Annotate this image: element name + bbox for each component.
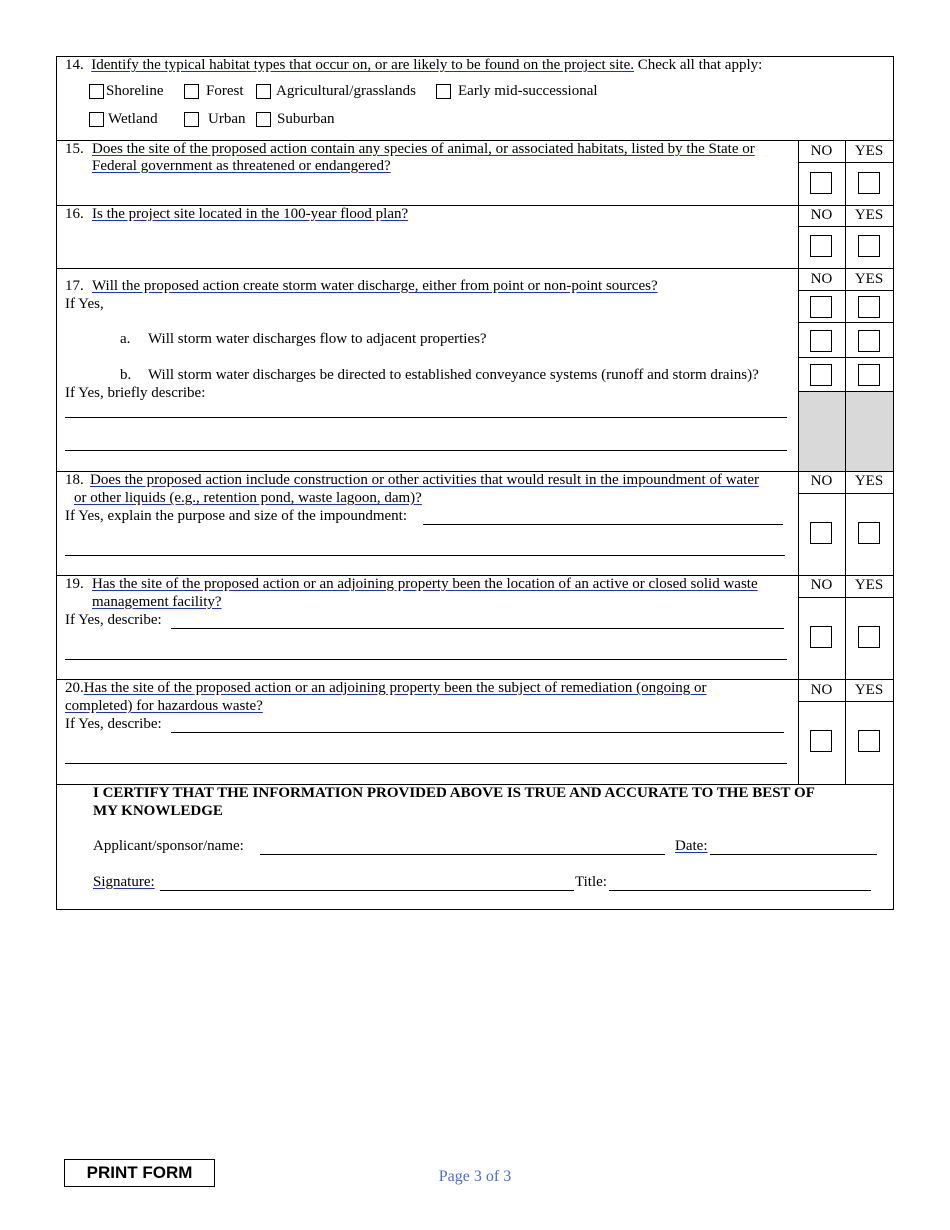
signature-label: Signature: [93,874,155,890]
q16-question: Is the project site located in the 100-year flood plan? [92,206,409,222]
q19-describe-line-1[interactable] [171,628,784,629]
q19-no-checkbox[interactable] [810,626,832,648]
q17-question: Will the proposed action create storm water discharge, either from point or non-point sources? [92,278,658,294]
option-label-urban: Urban [208,111,246,127]
checkbox-urban[interactable] [184,112,199,127]
q15-yes-header: YES [854,143,884,159]
option-label-shoreline: Shoreline [106,83,164,99]
q17a-text: Will storm water discharges flow to adjacent properties? [148,331,487,347]
checkbox-shoreline[interactable] [89,84,104,99]
q17b-text: Will storm water discharges be directed to established conveyance systems (runoff and storm drains)? [148,367,759,383]
q19-question-line1: Has the site of the proposed action or an adjoining property been the location of an active or closed solid waste [92,576,758,592]
q20-yes-checkbox[interactable] [858,730,880,752]
q15-question-line1: Does the site of the proposed action contain any species of animal, or associated habitats, listed by the State or [92,141,755,157]
q18-explain-label: If Yes, explain the purpose and size of the impoundment: [65,508,408,524]
q17b-yes-checkbox[interactable] [858,364,880,386]
checkbox-agricultural[interactable] [256,84,271,99]
q17a-no-checkbox[interactable] [810,330,832,352]
option-label-wetland: Wetland [108,111,158,127]
q19-no-header: NO [810,577,833,593]
q18-no-header: NO [810,473,833,489]
checkbox-suburban[interactable] [256,112,271,127]
option-label-suburban: Suburban [277,111,335,127]
q20-describe-label: If Yes, describe: [65,716,162,732]
q20-question-line2: completed) for hazardous waste? [65,698,263,714]
applicant-name-field[interactable] [260,854,665,855]
certify-statement-line1: I CERTIFY THAT THE INFORMATION PROVIDED ABOVE IS TRUE AND ACCURATE TO THE BEST OF [93,785,815,801]
q17-no-header: NO [810,271,833,287]
page-number: Page 3 of 3 [438,1168,512,1185]
q20-no-header: NO [810,682,833,698]
q18-question-line2: or other liquids (e.g., retention pond, waste lagoon, dam)? [74,490,422,506]
q14-question: 14. Identify the typical habitat types that occur on, or are likely to be found on the project site. Check all that apply: [65,57,763,73]
print-form-button[interactable]: PRINT FORM [64,1159,215,1187]
q19-yes-header: YES [854,577,884,593]
q18-yes-checkbox[interactable] [858,522,880,544]
q19-describe-label: If Yes, describe: [65,612,162,628]
q17a-yes-checkbox[interactable] [858,330,880,352]
q20-describe-line-2[interactable] [65,763,787,764]
certify-statement-line2: MY KNOWLEDGE [93,803,223,819]
q17b-label: b. [120,367,132,383]
q19-yes-checkbox[interactable] [858,626,880,648]
q15-no-checkbox[interactable] [810,172,832,194]
q19-question-line2: management facility? [92,594,222,610]
q15-yes-checkbox[interactable] [858,172,880,194]
q18-question-line1: Does the proposed action include construction or other activities that would result in the impoundment of water [90,472,760,488]
checkbox-wetland[interactable] [89,112,104,127]
q15-question-line2: Federal government as threatened or endangered? [92,158,391,174]
checkbox-early-mid-successional[interactable] [436,84,451,99]
q15-number: 15. [65,141,84,157]
q17-describe-line-2[interactable] [65,450,787,451]
q17-no-checkbox[interactable] [810,296,832,318]
q20-no-checkbox[interactable] [810,730,832,752]
title-field[interactable] [609,890,871,891]
q16-no-checkbox[interactable] [810,235,832,257]
q18-number: 18. [65,472,84,488]
q16-yes-header: YES [854,207,884,223]
q18-explain-line-1[interactable] [423,524,783,525]
option-label-early-mid-successional: Early mid-successional [458,83,598,99]
q18-explain-line-2[interactable] [65,555,785,556]
signature-field[interactable] [160,890,574,891]
q20-question-line1 [65,680,707,697]
q17-if-yes: If Yes, [65,296,104,312]
q17-yes-header: YES [854,271,884,287]
q20-number: 20. [65,680,84,696]
q18-no-checkbox[interactable] [810,522,832,544]
q16-no-header: NO [810,207,833,223]
q17b-no-checkbox[interactable] [810,364,832,386]
option-label-agricultural: Agricultural/grasslands [276,83,416,99]
date-label: Date: [675,838,708,854]
q20-question-line1-text: Has the site of the proposed action or an adjoining property been the subject of remediation (ongoing or [83,680,707,696]
q19-describe-line-2[interactable] [65,659,787,660]
q18-yes-header: YES [854,473,884,489]
q20-describe-line-1[interactable] [171,732,784,733]
q17-describe-label: If Yes, briefly describe: [65,385,206,401]
title-label: Title: [575,874,607,890]
date-field[interactable] [710,854,877,855]
checkbox-forest[interactable] [184,84,199,99]
q17-describe-line-1[interactable] [65,417,787,418]
q16-yes-checkbox[interactable] [858,235,880,257]
q19-number: 19. [65,576,84,592]
q20-yes-header: YES [854,682,884,698]
option-label-forest: Forest [206,83,244,99]
q16-number: 16. [65,206,84,222]
applicant-label: Applicant/sponsor/name: [93,838,244,854]
q17a-label: a. [120,331,131,347]
q15-no-header: NO [810,143,833,159]
q17-number: 17. [65,278,84,294]
q17-yes-checkbox[interactable] [858,296,880,318]
